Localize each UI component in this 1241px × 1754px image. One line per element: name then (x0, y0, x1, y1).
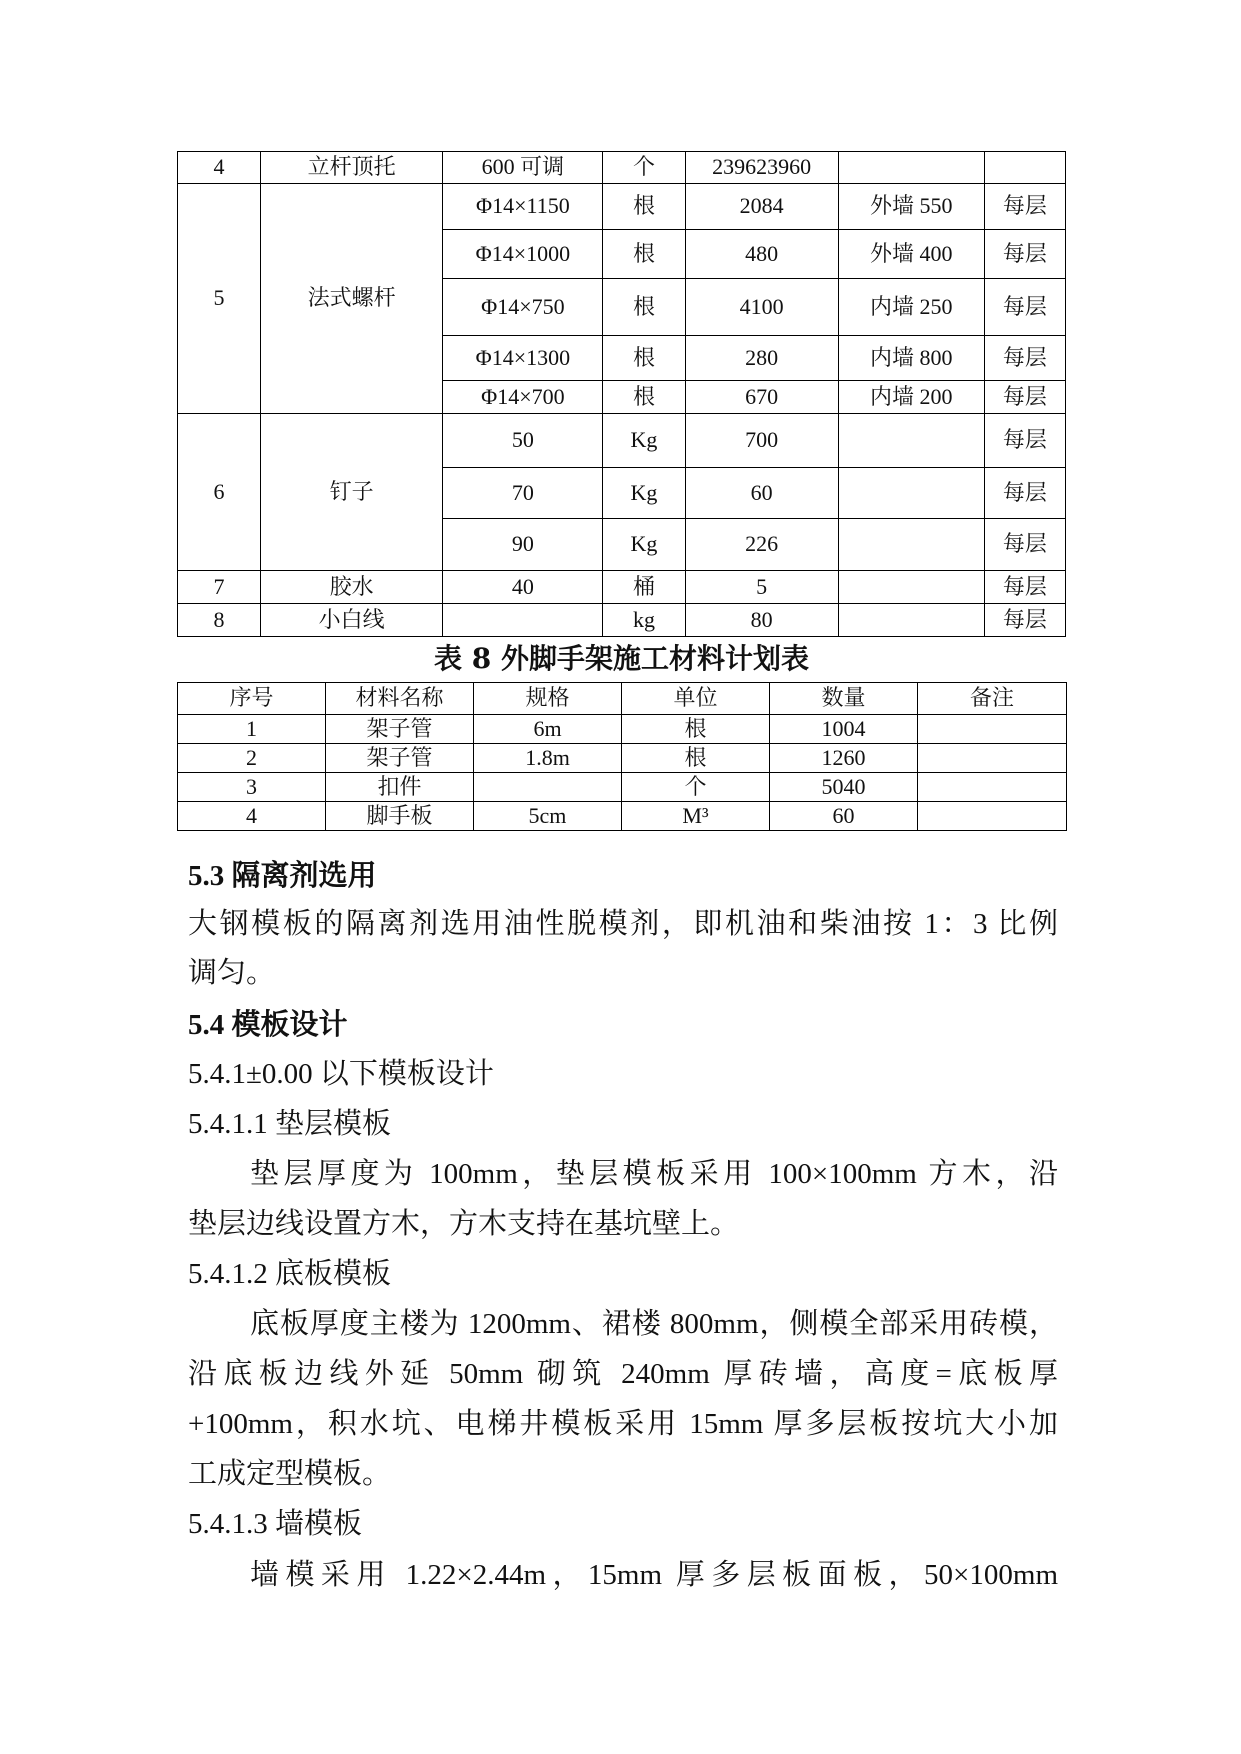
materials-table-body (178, 152, 1066, 637)
header-cell: 序号 (178, 683, 326, 715)
section-number: 5.3 (188, 860, 225, 892)
row-number-cell: 4 (178, 152, 261, 184)
remark-cell (838, 604, 984, 637)
section-title: 隔离剂选用 (231, 858, 377, 892)
material-name-cell: 小白线 (261, 604, 443, 637)
paragraph-line: 调匀。 (188, 957, 276, 989)
header-cell: 材料名称 (326, 683, 474, 715)
header-cell: 规格 (474, 683, 622, 715)
row-number-cell: 4 (178, 802, 326, 831)
quantity-cell: 1260 (770, 744, 918, 773)
unit-cell: 根 (603, 184, 685, 230)
remark-cell: 外墙 550 (838, 184, 984, 230)
spec-cell: 90 (443, 519, 603, 571)
scaffold-table-body (178, 715, 1067, 831)
unit-cell: Kg (603, 519, 685, 571)
paragraph-line: 沿底板边线外延 50mm 砌筑 240mm 厚砖墙，高度=底板厚 (188, 1358, 1058, 1390)
note-cell: 每层 (984, 279, 1065, 336)
remark-cell (838, 519, 984, 571)
unit-cell: 个 (603, 152, 685, 184)
note-cell: 每层 (984, 381, 1065, 414)
remark-cell (838, 152, 984, 184)
note-cell: 每层 (984, 336, 1065, 381)
quantity-cell: 280 (685, 336, 838, 381)
unit-cell: 根 (622, 744, 770, 773)
quantity-cell: 1004 (770, 715, 918, 744)
unit-cell: 个 (622, 773, 770, 802)
spec-cell: Φ14×1150 (443, 184, 603, 230)
quantity-cell: 60 (770, 802, 918, 831)
quantity-cell: 5 (685, 571, 838, 604)
table-row (178, 414, 1066, 468)
paragraph-line: +100mm，积水坑、电梯井模板采用 15mm 厚多层板按坑大小加 (188, 1408, 1058, 1440)
quantity-cell: 700 (685, 414, 838, 468)
remark-cell: 内墙 200 (838, 381, 984, 414)
unit-cell: 桶 (603, 571, 685, 604)
row-number-cell: 6 (178, 414, 261, 571)
row-number-cell: 5 (178, 184, 261, 414)
table-row (178, 773, 1067, 802)
spec-cell: 1.8m (474, 744, 622, 773)
subsection-heading-5-4-1: 5.4.1±0.00 以下模板设计 (188, 1058, 494, 1090)
section-heading-5-3 (188, 855, 377, 896)
spec-cell: 70 (443, 468, 603, 519)
remark-cell: 外墙 400 (838, 230, 984, 279)
note-cell: 每层 (984, 468, 1065, 519)
unit-cell: Kg (603, 414, 685, 468)
spec-cell: 600 可调 (443, 152, 603, 184)
section-title: 模板设计 (231, 1007, 348, 1041)
paragraph-line: 墙模采用 1.22×2.44m，15mm 厚多层板面板，50×100mm (250, 1559, 1058, 1591)
spec-cell (474, 773, 622, 802)
header-cell: 备注 (918, 683, 1067, 715)
quantity-cell: 239623960 (685, 152, 838, 184)
table-caption: 表 8 外脚手架施工材料计划表 (434, 642, 809, 675)
unit-cell: 根 (622, 715, 770, 744)
section-heading-5-4 (188, 1004, 348, 1045)
subsection-heading-5-4-1-2: 5.4.1.2 底板模板 (188, 1258, 392, 1290)
note-cell: 每层 (984, 414, 1065, 468)
table-row (178, 802, 1067, 831)
row-number-cell: 7 (178, 571, 261, 604)
remark-cell (918, 715, 1067, 744)
note-cell: 每层 (984, 604, 1065, 637)
unit-cell: 根 (603, 279, 685, 336)
quantity-cell: 4100 (685, 279, 838, 336)
unit-cell: M³ (622, 802, 770, 831)
material-name-cell: 立杆顶托 (261, 152, 443, 184)
material-name-cell: 扣件 (326, 773, 474, 802)
table-row (178, 604, 1066, 637)
note-cell (984, 152, 1065, 184)
quantity-cell: 226 (685, 519, 838, 571)
row-number-cell: 1 (178, 715, 326, 744)
unit-cell: Kg (603, 468, 685, 519)
paragraph-line: 工成定型模板。 (188, 1458, 392, 1490)
header-cell: 单位 (622, 683, 770, 715)
row-number-cell: 8 (178, 604, 261, 637)
header-cell: 数量 (770, 683, 918, 715)
remark-cell (918, 773, 1067, 802)
table-row (178, 715, 1067, 744)
material-name-cell: 钉子 (261, 414, 443, 571)
note-cell: 每层 (984, 230, 1065, 279)
spec-cell: Φ14×750 (443, 279, 603, 336)
paragraph-line: 底板厚度主楼为 1200mm、裙楼 800mm，侧模全部采用砖模， (250, 1308, 1058, 1340)
remark-cell: 内墙 800 (838, 336, 984, 381)
remark-cell (838, 468, 984, 519)
material-name-cell: 胶水 (261, 571, 443, 604)
unit-cell: 根 (603, 381, 685, 414)
note-cell: 每层 (984, 519, 1065, 571)
quantity-cell: 60 (685, 468, 838, 519)
quantity-cell: 80 (685, 604, 838, 637)
material-name-cell: 架子管 (326, 715, 474, 744)
paragraph-line: 垫层厚度为 100mm，垫层模板采用 100×100mm 方木，沿 (250, 1158, 1058, 1190)
quantity-cell: 670 (685, 381, 838, 414)
section-number: 5.4 (188, 1009, 225, 1041)
quantity-cell: 5040 (770, 773, 918, 802)
table-row (178, 184, 1066, 230)
paragraph-line: 垫层边线设置方木，方木支持在基坑壁上。 (188, 1208, 740, 1240)
table-row (178, 744, 1067, 773)
material-name-cell: 脚手板 (326, 802, 474, 831)
material-name-cell: 架子管 (326, 744, 474, 773)
remark-cell (838, 414, 984, 468)
note-cell: 每层 (984, 571, 1065, 604)
remark-cell (918, 802, 1067, 831)
quantity-cell: 480 (685, 230, 838, 279)
subsection-heading-5-4-1-3: 5.4.1.3 墙模板 (188, 1508, 363, 1540)
row-number-cell: 3 (178, 773, 326, 802)
remark-cell (838, 571, 984, 604)
spec-cell: 40 (443, 571, 603, 604)
row-number-cell: 2 (178, 744, 326, 773)
materials-table (177, 151, 1066, 637)
spec-cell: 50 (443, 414, 603, 468)
spec-cell (443, 604, 603, 637)
table-header-row (178, 683, 1067, 715)
unit-cell: kg (603, 604, 685, 637)
unit-cell: 根 (603, 230, 685, 279)
remark-cell (918, 744, 1067, 773)
note-cell: 每层 (984, 184, 1065, 230)
table-row (178, 571, 1066, 604)
spec-cell: 5cm (474, 802, 622, 831)
spec-cell: Φ14×1300 (443, 336, 603, 381)
paragraph-line: 大钢模板的隔离剂选用油性脱模剂，即机油和柴油按 1：3 比例 (188, 908, 1058, 940)
quantity-cell: 2084 (685, 184, 838, 230)
unit-cell: 根 (603, 336, 685, 381)
subsection-heading-5-4-1-1: 5.4.1.1 垫层模板 (188, 1108, 392, 1140)
spec-cell: Φ14×700 (443, 381, 603, 414)
spec-cell: 6m (474, 715, 622, 744)
remark-cell: 内墙 250 (838, 279, 984, 336)
spec-cell: Φ14×1000 (443, 230, 603, 279)
scaffold-materials-table (177, 682, 1067, 831)
table-row (178, 152, 1066, 184)
material-name-cell: 法式螺杆 (261, 184, 443, 414)
